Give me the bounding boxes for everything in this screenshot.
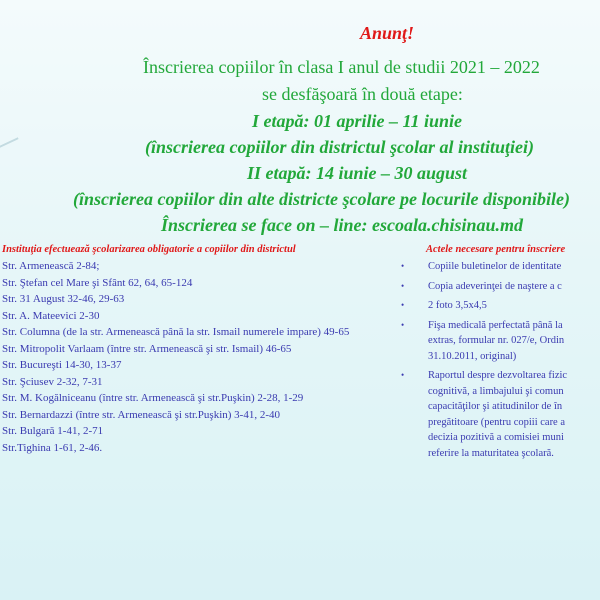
header-line-stage-2-note: (înscrierea copiilor din alte districte şcolare pe locurile disponibile) (73, 189, 570, 209)
documents-section-title: Actele necesare pentru înscriere (426, 244, 566, 255)
documents-section (398, 244, 600, 465)
document-item-line: pregătitoare (pentru copiii care a (428, 416, 566, 428)
header-line-stages: se desfăşoară în două etape: (262, 84, 463, 104)
document-item (398, 259, 600, 275)
document-item-text: 2 foto 3,5x4,5 (428, 300, 487, 311)
street-item: Str. Bucureşti 14-30, 13-37 (2, 359, 122, 371)
bullet-icon: • (401, 319, 405, 330)
street-item: Str. Ştefan cel Mare şi Sfânt 62, 64, 65-124 (2, 276, 193, 289)
announcement-title: Anunţ! (360, 23, 415, 43)
district-section (2, 244, 387, 457)
street-item: Str. Şciusev 2-32, 7-31 (2, 375, 103, 388)
street-item: Str. Mitropolit Varlaam (între str. Armenească şi str. Ismail) 46-65 (2, 342, 292, 355)
document-item-line: referire la maturitatea şcolară. (428, 447, 554, 459)
document-item-line: 31.10.2011, original) (428, 350, 517, 362)
district-section-title: Instituţia efectuează şcolarizarea obligatorie a copiilor din districtul (2, 244, 296, 255)
header-line-stage-2: II etapă: 14 iunie – 30 august (247, 163, 468, 183)
document-item-line: capacităţilor şi atitudinilor de în (428, 401, 563, 412)
street-item: Str. 31 August 32-46, 29-63 (2, 293, 125, 305)
document-item-line: extras, formular nr. 027/e, Ordin (428, 335, 565, 346)
document-item (398, 318, 600, 365)
header-line-stage-1: I etapă: 01 aprilie – 11 iunie (252, 111, 463, 131)
document-item-text: Copia adeverinţei de naştere a c (428, 280, 562, 292)
header-line-stage-1-note: (înscrierea copiilor din districtul şcolar al instituţiei) (145, 137, 535, 157)
bullet-icon: • (401, 300, 405, 310)
document-item-text: Raportul despre dezvoltarea fizic (428, 370, 568, 381)
document-item-text: Copiile buletinelor de identitate (428, 261, 562, 272)
document-item-text: Fişa medicală perfectată până la (428, 319, 563, 331)
street-item: Str. Bulgară 1-41, 2-71 (2, 425, 104, 437)
document-item-line: cognitivă, a limbajului şi comun (428, 385, 564, 397)
street-item: Str. A. Mateevici 2-30 (2, 309, 100, 322)
street-item: Str. Columna (de la str. Armenească până la str. Ismail numerele impare) 49-65 (2, 326, 350, 338)
bullet-icon: • (401, 280, 405, 291)
bullet-icon: • (401, 261, 405, 271)
document-item (398, 368, 600, 461)
bullet-icon: • (401, 370, 405, 380)
document-item (398, 279, 600, 295)
street-list (2, 259, 387, 456)
documents-list (398, 259, 600, 461)
street-item: Str. Armenească 2-84; (2, 260, 100, 272)
document-item (398, 298, 600, 314)
street-item: Str.Tighina 1-61, 2-46. (2, 441, 103, 454)
document-item-line: decizia pozitivă a comisiei muni (428, 432, 564, 443)
street-item: Str. M. Kogălniceanu (între str. Armenească şi str.Puşkin) 2-28, 1-29 (2, 392, 304, 404)
header-line-online: Înscrierea se face on – line: escoala.chisinau.md (161, 215, 523, 235)
street-item: Str. Bernardazzi (între str. Armenească şi str.Puşkin) 3-41, 2-40 (2, 408, 280, 421)
decorative-swoosh (0, 137, 36, 205)
header-line-enrollment: Înscrierea copiilor în clasa I anul de studii 2021 – 2022 (143, 57, 540, 77)
